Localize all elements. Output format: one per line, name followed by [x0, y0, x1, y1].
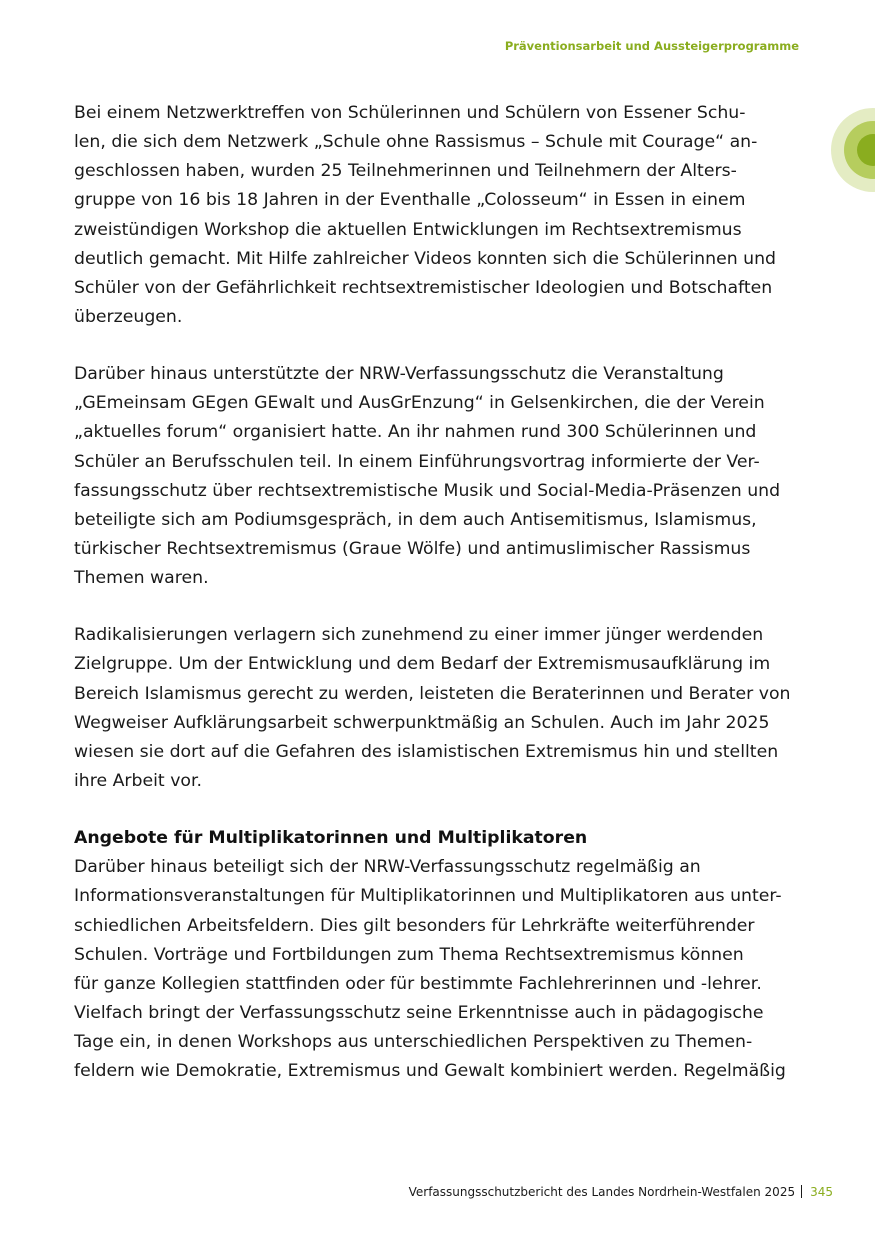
paragraph-2: [74, 360, 804, 593]
text-line: Zielgruppe. Um der Entwicklung und dem Bedarf der Extremismusaufklärung im: [74, 654, 771, 675]
text-line: zweistündigen Workshop die aktuellen Entwicklungen im Rechtsextremismus: [74, 219, 742, 240]
section-heading: Angebote für Multiplikatorinnen und Multiplikatoren: [74, 828, 588, 849]
text-line: len, die sich dem Netzwerk „Schule ohne Rassismus – Schule mit Courage“ an-: [74, 132, 758, 153]
text-line: deutlich gemacht. Mit Hilfe zahlreicher Videos konnten sich die Schülerinnen und: [74, 248, 777, 269]
text-line: Schulen. Vorträge und Fortbildungen zum Thema Rechtsextremismus können: [74, 944, 744, 965]
text-line: überzeugen.: [74, 306, 183, 327]
text-line: Darüber hinaus unterstützte der NRW-Verfassungsschutz die Veranstaltung: [74, 364, 724, 385]
text-line: Vielfach bringt der Verfassungsschutz seine Erkenntnisse auch in pädagogische: [74, 1002, 764, 1023]
text-line: Darüber hinaus beteiligt sich der NRW-Verfassungsschutz regelmäßig an: [74, 857, 701, 878]
page-footer: [409, 1185, 833, 1199]
text-line: ihre Arbeit vor.: [74, 770, 203, 791]
footer-publication-title: Verfassungsschutzbericht des Landes Nordrhein-Westfalen 2025: [408, 1185, 796, 1199]
page-number: 345: [810, 1185, 833, 1199]
text-line: Radikalisierungen verlagern sich zunehmend zu einer immer jünger werdenden: [74, 625, 764, 646]
text-line: schiedlichen Arbeitsfeldern. Dies gilt besonders für Lehrkräfte weiterführender: [74, 915, 755, 936]
text-line: Wegweiser Aufklärungsarbeit schwerpunktmäßig an Schulen. Auch im Jahr 2025: [74, 712, 770, 733]
text-line: geschlossen haben, wurden 25 Teilnehmerinnen und Teilnehmern der Alters-: [74, 161, 737, 182]
text-line: feldern wie Demokratie, Extremismus und Gewalt kombiniert werden. Regelmäßig: [74, 1061, 786, 1082]
text-line: Schüler von der Gefährlichkeit rechtsextremistischer Ideologien und Botschaften: [74, 277, 773, 298]
paragraph-1: [74, 99, 804, 332]
text-line: beteiligte sich am Podiumsgespräch, in dem auch Antisemitismus, Islamismus,: [74, 509, 757, 530]
text-line: gruppe von 16 bis 18 Jahren in der Eventhalle „Colosseum“ in Essen in einem: [74, 190, 746, 211]
section-multiplikatoren: [74, 824, 804, 1086]
text-line: fassungsschutz über rechtsextremistische Musik und Social-Media-Präsenzen und: [74, 480, 781, 501]
running-header: Präventionsarbeit und Aussteigerprogramme: [504, 39, 799, 53]
paragraph-3: [74, 621, 804, 796]
text-line: wiesen sie dort auf die Gefahren des islamistischen Extremismus hin und stellten: [74, 741, 779, 762]
text-line: „GEmeinsam GEgen GEwalt und AusGrEnzung“ in Gelsenkirchen, die der Verein: [74, 393, 765, 414]
text-line: Informationsveranstaltungen für Multiplikatorinnen und Multiplikatoren aus unter-: [74, 886, 782, 907]
text-line: Bei einem Netzwerktreffen von Schülerinnen und Schülern von Essener Schu-: [74, 103, 746, 123]
text-line: türkischer Rechtsextremismus (Graue Wölfe) und antimuslimischer Rassismus: [74, 538, 751, 559]
footer-separator: [801, 1185, 802, 1198]
text-line: Bereich Islamismus gerecht zu werden, leisteten die Beraterinnen und Berater von: [74, 683, 791, 704]
text-line: Themen waren.: [74, 568, 209, 589]
chapter-tab-marker: [831, 108, 875, 192]
text-line: „aktuelles forum“ organisiert hatte. An ihr nahmen rund 300 Schülerinnen und: [74, 422, 757, 443]
text-line: Tage ein, in denen Workshops aus unterschiedlichen Perspektiven zu Themen-: [74, 1032, 753, 1053]
page-body: [74, 99, 804, 1114]
text-line: Schüler an Berufsschulen teil. In einem Einführungsvortrag informierte der Ver-: [74, 451, 760, 472]
text-line: für ganze Kollegien stattfinden oder für bestimmte Fachlehrerinnen und -lehrer.: [74, 973, 762, 994]
